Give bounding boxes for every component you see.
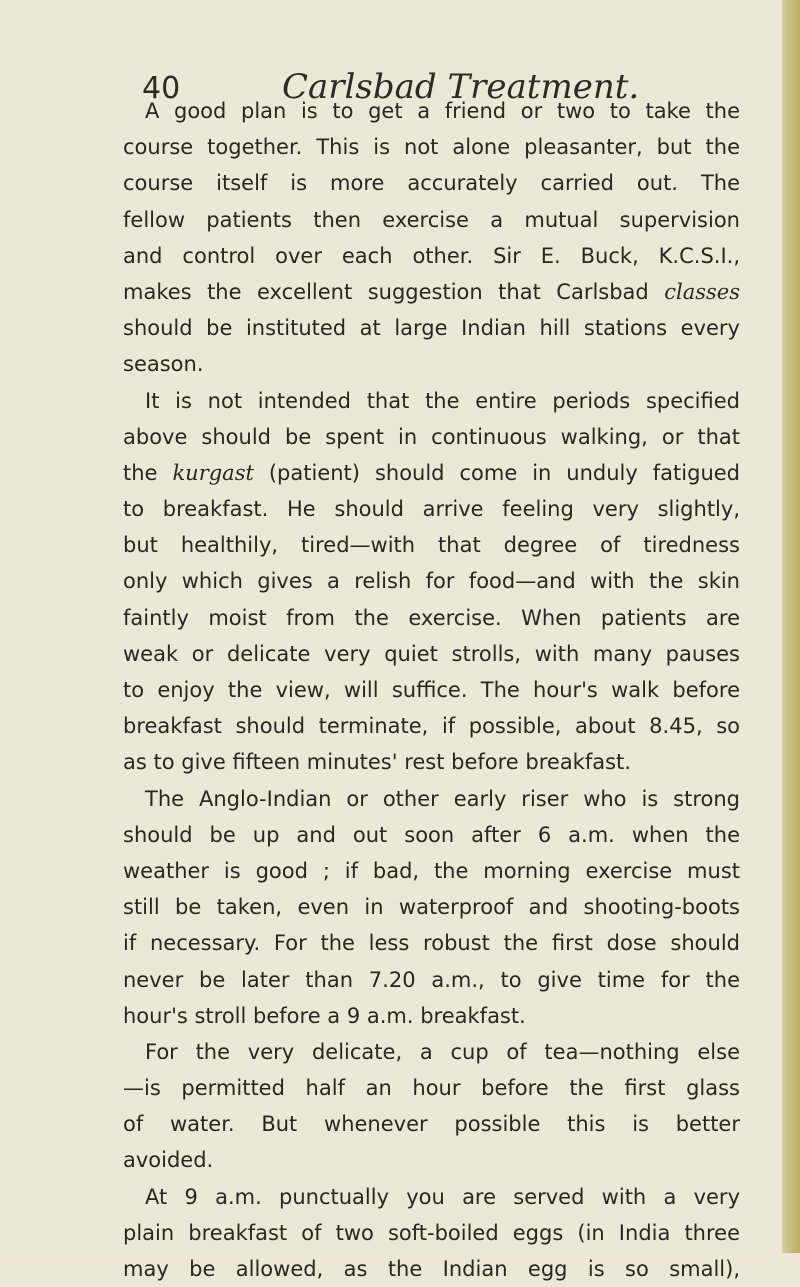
text-line: At 9 a.m. punctually you are served with a very xyxy=(145,1184,740,1209)
text-line: plain breakfast of two soft-boiled eggs (in India three xyxy=(123,1220,740,1245)
text-line: season. xyxy=(123,352,204,377)
text-line: The Anglo-Indian or other early riser who is strong xyxy=(145,786,740,811)
text-segment: makes the excellent suggestion that Carlsbad xyxy=(123,279,665,304)
text-line: to breakfast. He should arrive feeling very slightly, xyxy=(123,497,740,522)
text-line: may be allowed, as the Indian egg is so small), xyxy=(123,1257,740,1281)
text-line: but healthily, tired—with that degree of tiredness xyxy=(123,533,740,558)
running-title: Carlsbad Treatment. xyxy=(282,67,640,107)
text-line: never be later than 7.20 a.m., to give time for the xyxy=(123,967,740,992)
text-line: fellow patients then exercise a mutual supervision xyxy=(123,207,740,232)
text-line: faintly moist from the exercise. When patients are xyxy=(123,605,740,630)
italic-word: classes xyxy=(664,279,740,304)
text-line: if necessary. For the less robust the first dose should xyxy=(123,931,740,956)
text-line: course itself is more accurately carried out. The xyxy=(123,171,740,196)
text-line: to enjoy the view, will suffice. The hour's walk before xyxy=(123,678,740,702)
text-line: should be up and out soon after 6 a.m. when the xyxy=(123,822,740,847)
text-line: course together. This is not alone pleasanter, but the xyxy=(123,135,740,160)
text-line: of water. But whenever possible this is better xyxy=(123,1112,740,1137)
text-line: weak or delicate very quiet strolls, with many pauses xyxy=(123,641,740,666)
body-text xyxy=(123,93,740,1287)
text-line: above should be spent in continuous walking, or that xyxy=(123,424,740,449)
text-line: avoided. xyxy=(123,1148,214,1173)
text-line: —is permitted half an hour before the first glass xyxy=(123,1076,740,1101)
text-line xyxy=(123,274,740,310)
text-line: and control over each other. Sir E. Buck, K.C.S.I., xyxy=(123,243,740,268)
text-line: weather is good ; if bad, the morning exercise must xyxy=(123,858,740,883)
text-segment: the xyxy=(123,460,173,485)
text-line: breakfast should terminate, if possible, about 8.45, so xyxy=(123,714,740,739)
text-line: For the very delicate, a cup of tea—nothing else xyxy=(145,1039,740,1064)
text-line xyxy=(123,455,740,491)
text-segment: (patient) should come in unduly fatigued xyxy=(253,460,741,485)
page-edge xyxy=(782,0,800,1253)
italic-word: kurgast xyxy=(172,460,254,485)
text-line: A good plan is to get a friend or two to take the xyxy=(145,99,740,123)
page-number: 40 xyxy=(142,71,181,106)
text-line: only which gives a relish for food—and with the skin xyxy=(123,569,740,594)
text-line: should be instituted at large Indian hill stations every xyxy=(123,316,740,341)
text-line: hour's stroll before a 9 a.m. breakfast. xyxy=(123,1003,526,1028)
text-line: It is not intended that the entire periods specified xyxy=(145,388,740,413)
text-line: as to give fifteen minutes' rest before breakfast. xyxy=(123,750,631,775)
text-line: still be taken, even in waterproof and shooting-boots xyxy=(123,895,740,920)
